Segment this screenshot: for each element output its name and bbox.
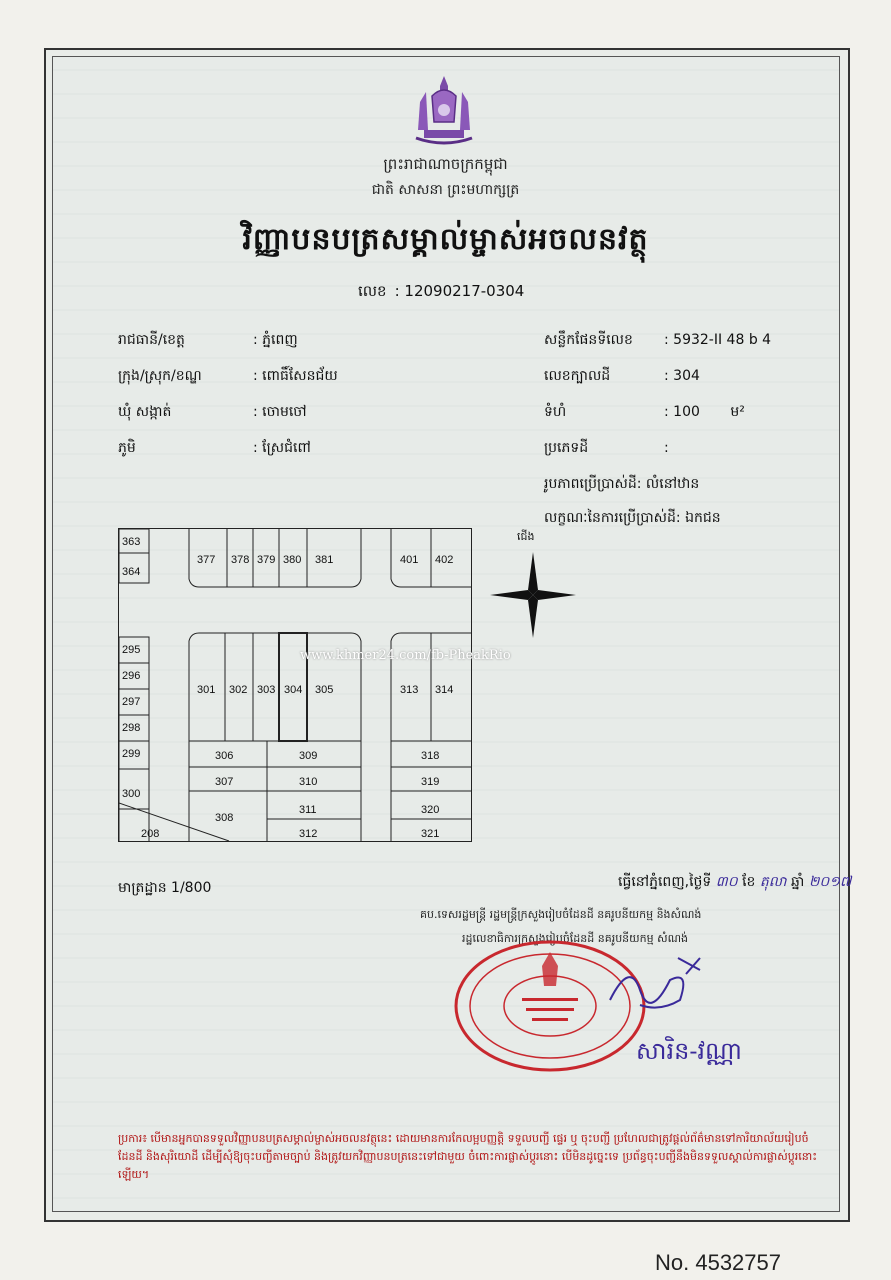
parcel-label-301: 301 bbox=[197, 684, 216, 696]
parcel-label-363: 363 bbox=[122, 536, 141, 548]
parcel-label-318: 318 bbox=[421, 750, 440, 762]
watermark-text: www.khmer24.com/fb-PheakRio bbox=[300, 648, 511, 663]
land-type-field bbox=[544, 438, 669, 459]
parcel-label-401: 401 bbox=[400, 554, 419, 566]
village-value: : ស្រែជំពៅ bbox=[253, 440, 311, 456]
area-label: ទំហំ bbox=[544, 404, 567, 420]
parcel-label-309: 309 bbox=[299, 750, 318, 762]
province-field bbox=[118, 330, 298, 351]
parcel-label-305: 305 bbox=[315, 684, 334, 696]
land-use-label: រូបភាពប្រើប្រាស់ដី bbox=[544, 476, 637, 492]
commune-value: : ចោមចៅ bbox=[253, 404, 307, 420]
parcel-label-297: 297 bbox=[122, 696, 141, 708]
parcel-label-377: 377 bbox=[197, 554, 216, 566]
parcel-label-312: 312 bbox=[299, 828, 318, 840]
north-label: ជើង bbox=[517, 530, 535, 543]
parcel-label-378: 378 bbox=[231, 554, 250, 566]
cadastral-map-drawing bbox=[119, 529, 471, 841]
parcel-label-380: 380 bbox=[283, 554, 302, 566]
parcel-label-302: 302 bbox=[229, 684, 248, 696]
certificate-number-label: លេខ bbox=[358, 282, 387, 300]
compass-rose-icon bbox=[488, 550, 578, 640]
official-title-line-1: គប.ទេសរដ្ឋមន្ត្រី រដ្ឋមន្ត្រីក្រសួងរៀបចំដែនដី នគរូបនីយកម្ម និងសំណង់ bbox=[420, 908, 702, 921]
land-use-field bbox=[544, 474, 699, 495]
parcel-label-310: 310 bbox=[299, 776, 318, 788]
kingdom-name: ព្រះរាជាណាចក្រកម្ពុជា bbox=[383, 155, 508, 173]
issue-date bbox=[618, 872, 851, 893]
royal-emblem-icon bbox=[410, 72, 478, 148]
parcel-label-313: 313 bbox=[400, 684, 419, 696]
parcel-label-308: 308 bbox=[215, 812, 234, 824]
parcel-label-306: 306 bbox=[215, 750, 234, 762]
parcel-label-402: 402 bbox=[435, 554, 454, 566]
parcel-label-320: 320 bbox=[421, 804, 440, 816]
cadastral-map bbox=[118, 528, 472, 842]
district-label: ក្រុង/ស្រុក/ខណ្ឌ bbox=[118, 368, 202, 384]
commune-label: ឃុំ សង្កាត់ bbox=[118, 404, 172, 420]
legal-note: ប្រការ៖ បើមានអ្នកបានទទួលវិញ្ញាបនបត្រសម្គាល់ម្ចាស់អចលនវត្ថុនេះ ដោយមានការកែលម្អបញ្ញត្តិ ទទួលបញ្ជី ផ្ទេរ ឬ ចុះបញ្ជី ប្រហែលជាត្រូវផ្តល់ព័ត៌មានទៅការិយាល័យរៀបចំដែនដី និងសុរិយោដី ដើម្បីសុំឱ្យចុះបញ្ជីតាមច្បាប់ និងត្រូវយកវិញ្ញាបនបត្រនេះទៅជាមួយ ចំពោះការផ្លាស់ប្តូរនោះ បើមិនដូច្នេះទេ ប្រព័ន្ធចុះបញ្ជីនឹងមិនទទួលស្គាល់ការផ្លាស់ប្តូរនោះឡើយ។ bbox=[118, 1132, 818, 1181]
date-year-label: ឆ្នាំ bbox=[791, 874, 805, 890]
signer-name: សារិន-វណ្ណា bbox=[636, 1037, 742, 1065]
map-sheet-label: សន្លឹកផែនទីលេខ bbox=[544, 332, 633, 348]
parcel-label-295: 295 bbox=[122, 644, 141, 656]
parcel-label-381: 381 bbox=[315, 554, 334, 566]
date-month-label: ខែ bbox=[742, 874, 756, 890]
parcel-label-208: 208 bbox=[141, 828, 160, 840]
parcel-label-314: 314 bbox=[435, 684, 454, 696]
certificate-number bbox=[358, 282, 532, 304]
certificate-title: វិញ្ញាបនបត្រសម្គាល់ម្ចាស់អចលនវត្ថុ bbox=[242, 222, 649, 257]
parcel-label-304: 304 bbox=[284, 684, 303, 696]
parcel-label-311: 311 bbox=[299, 804, 317, 816]
map-sheet-value: : 5932-II 48 b 4 bbox=[664, 332, 772, 348]
land-use-character-label: លក្ខណៈនៃការប្រើប្រាស់ដី bbox=[544, 510, 676, 526]
official-title-line-2: រដ្ឋលេខាធិការក្រសួងរៀបចំដែនដី នគរូបនីយកម្ម សំណង់ bbox=[462, 932, 688, 945]
parcel-label-379: 379 bbox=[257, 554, 276, 566]
area-field bbox=[544, 402, 745, 423]
land-type-value: : bbox=[664, 440, 669, 456]
district-field bbox=[118, 366, 338, 387]
commune-field bbox=[118, 402, 307, 423]
parcel-label-303: 303 bbox=[257, 684, 276, 696]
parcel-label-300: 300 bbox=[122, 788, 141, 800]
province-value: : ភ្នំពេញ bbox=[253, 332, 298, 348]
village-label: ភូមិ bbox=[118, 440, 136, 456]
date-day: ៣០ bbox=[715, 874, 738, 890]
parcel-number-value: : 304 bbox=[664, 368, 700, 384]
parcel-label-364: 364 bbox=[122, 566, 141, 578]
serial-number: No. 4532757 bbox=[655, 1250, 781, 1275]
certificate-number-value: : 12090217-0304 bbox=[394, 282, 525, 300]
land-use-character-value: : ឯកជន bbox=[675, 510, 721, 526]
land-use-character-field bbox=[544, 508, 721, 529]
parcel-label-298: 298 bbox=[122, 722, 141, 734]
land-type-label: ប្រភេទដី bbox=[544, 440, 589, 456]
land-use-value: : លំនៅឋាន bbox=[636, 476, 700, 492]
parcel-label-299: 299 bbox=[122, 748, 141, 760]
parcel-label-321: 321 bbox=[421, 828, 440, 840]
parcel-number-field bbox=[544, 366, 700, 387]
village-field bbox=[118, 438, 311, 459]
area-unit: ម² bbox=[730, 404, 745, 420]
date-year: ២០១៧ bbox=[808, 874, 852, 890]
district-value: : ពោធិ៍សែនជ័យ bbox=[253, 368, 338, 384]
parcel-number-label: លេខក្បាលដី bbox=[544, 368, 611, 384]
province-label: រាជធានី/ខេត្ត bbox=[118, 332, 185, 348]
parcel-label-307: 307 bbox=[215, 776, 234, 788]
area-value: : 100 bbox=[664, 404, 700, 420]
signature-icon bbox=[600, 950, 720, 1020]
date-month: តុលា bbox=[759, 874, 787, 890]
map-sheet-field bbox=[544, 330, 771, 351]
date-prefix: ធ្វើនៅភ្នំពេញ,ថ្ងៃទី bbox=[618, 874, 712, 890]
national-motto: ជាតិ សាសនា ព្រះមហាក្សត្រ bbox=[371, 182, 520, 198]
parcel-label-296: 296 bbox=[122, 670, 141, 682]
parcel-label-319: 319 bbox=[421, 776, 440, 788]
map-scale: មាត្រដ្ឋាន 1/800 bbox=[118, 880, 212, 896]
